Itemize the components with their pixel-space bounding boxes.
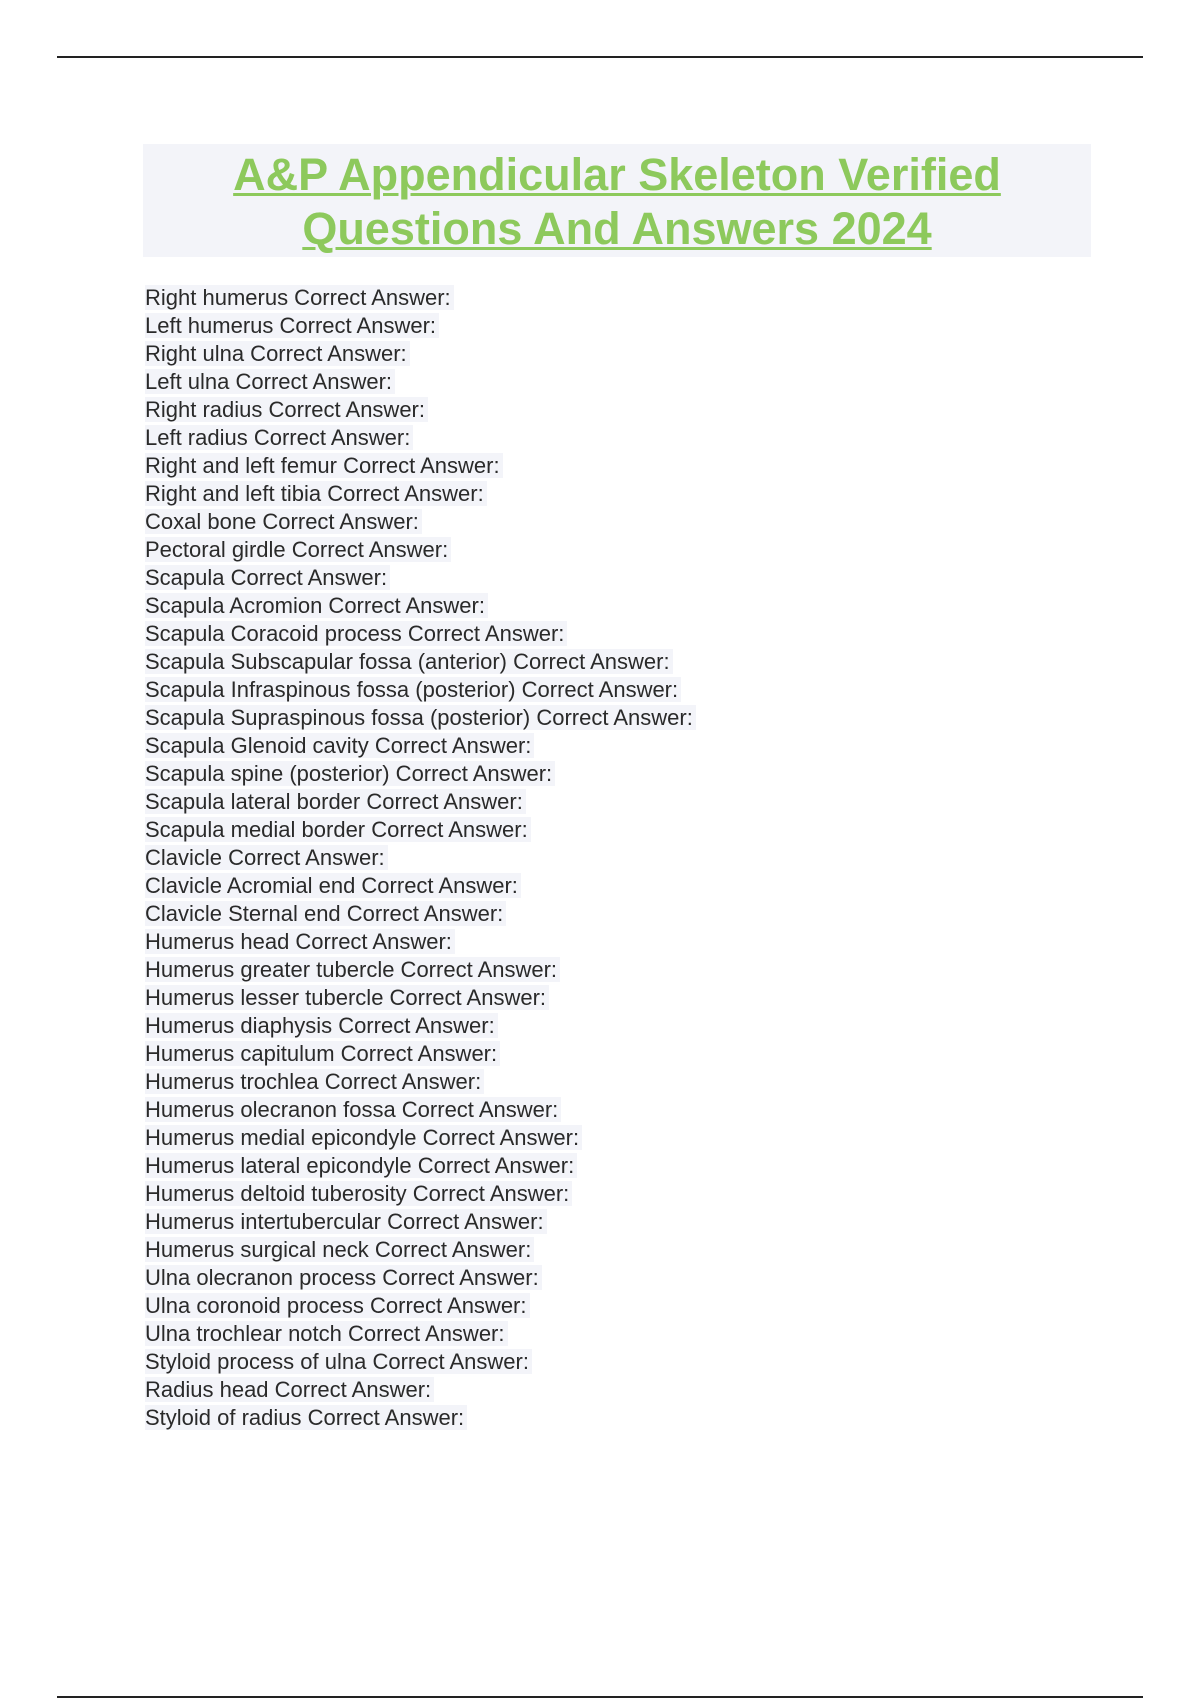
question-item bbox=[145, 1236, 696, 1264]
question-text: Left radius Correct Answer: bbox=[145, 425, 413, 450]
question-text: Right radius Correct Answer: bbox=[145, 397, 428, 422]
question-item bbox=[145, 1292, 696, 1320]
question-text: Humerus diaphysis Correct Answer: bbox=[145, 1013, 498, 1038]
question-text: Scapula spine (posterior) Correct Answer: bbox=[145, 761, 555, 786]
question-text: Right humerus Correct Answer: bbox=[145, 285, 454, 310]
question-text: Scapula Correct Answer: bbox=[145, 565, 390, 590]
question-item bbox=[145, 312, 696, 340]
question-text: Styloid process of ulna Correct Answer: bbox=[145, 1349, 532, 1374]
question-text: Ulna olecranon process Correct Answer: bbox=[145, 1265, 542, 1290]
question-text: Humerus trochlea Correct Answer: bbox=[145, 1069, 484, 1094]
question-item bbox=[145, 1348, 696, 1376]
question-text: Ulna coronoid process Correct Answer: bbox=[145, 1293, 530, 1318]
question-item bbox=[145, 704, 696, 732]
question-item bbox=[145, 536, 696, 564]
question-list bbox=[145, 284, 696, 1432]
question-item bbox=[145, 760, 696, 788]
question-text: Radius head Correct Answer: bbox=[145, 1377, 434, 1402]
question-item bbox=[145, 648, 696, 676]
question-text: Pectoral girdle Correct Answer: bbox=[145, 537, 451, 562]
question-item bbox=[145, 620, 696, 648]
question-item bbox=[145, 284, 696, 312]
question-text: Humerus olecranon fossa Correct Answer: bbox=[145, 1097, 561, 1122]
question-item bbox=[145, 452, 696, 480]
question-text: Clavicle Acromial end Correct Answer: bbox=[145, 873, 521, 898]
question-text: Styloid of radius Correct Answer: bbox=[145, 1405, 467, 1430]
question-item bbox=[145, 1152, 696, 1180]
question-text: Humerus capitulum Correct Answer: bbox=[145, 1041, 500, 1066]
question-item bbox=[145, 732, 696, 760]
question-text: Scapula lateral border Correct Answer: bbox=[145, 789, 526, 814]
question-text: Scapula medial border Correct Answer: bbox=[145, 817, 531, 842]
question-item bbox=[145, 788, 696, 816]
question-item bbox=[145, 816, 696, 844]
question-item bbox=[145, 564, 696, 592]
question-item bbox=[145, 984, 696, 1012]
question-item bbox=[145, 1208, 696, 1236]
question-item bbox=[145, 928, 696, 956]
question-text: Clavicle Correct Answer: bbox=[145, 845, 388, 870]
question-text: Humerus greater tubercle Correct Answer: bbox=[145, 957, 560, 982]
question-item bbox=[145, 480, 696, 508]
top-rule bbox=[57, 56, 1143, 58]
question-text: Left ulna Correct Answer: bbox=[145, 369, 395, 394]
question-text: Humerus lateral epicondyle Correct Answer: bbox=[145, 1153, 577, 1178]
question-item bbox=[145, 844, 696, 872]
question-text: Right ulna Correct Answer: bbox=[145, 341, 410, 366]
question-text: Humerus intertubercular Correct Answer: bbox=[145, 1209, 547, 1234]
question-item bbox=[145, 396, 696, 424]
title-line-1: A&P Appendicular Skeleton Verified bbox=[233, 149, 1001, 200]
question-text: Scapula Coracoid process Correct Answer: bbox=[145, 621, 567, 646]
question-item bbox=[145, 1096, 696, 1124]
question-text: Scapula Subscapular fossa (anterior) Correct Answer: bbox=[145, 649, 673, 674]
question-item bbox=[145, 340, 696, 368]
question-item bbox=[145, 1376, 696, 1404]
question-text: Right and left femur Correct Answer: bbox=[145, 453, 503, 478]
question-text: Ulna trochlear notch Correct Answer: bbox=[145, 1321, 508, 1346]
question-text: Scapula Acromion Correct Answer: bbox=[145, 593, 488, 618]
title-line-2: Questions And Answers 2024 bbox=[302, 203, 932, 254]
question-item bbox=[145, 1068, 696, 1096]
question-text: Humerus surgical neck Correct Answer: bbox=[145, 1237, 534, 1262]
question-item bbox=[145, 956, 696, 984]
question-item bbox=[145, 1124, 696, 1152]
question-item bbox=[145, 1012, 696, 1040]
question-text: Scapula Glenoid cavity Correct Answer: bbox=[145, 733, 534, 758]
question-text: Humerus lesser tubercle Correct Answer: bbox=[145, 985, 549, 1010]
question-item bbox=[145, 424, 696, 452]
question-item bbox=[145, 368, 696, 396]
question-text: Clavicle Sternal end Correct Answer: bbox=[145, 901, 506, 926]
question-item bbox=[145, 1320, 696, 1348]
question-text: Scapula Infraspinous fossa (posterior) Correct Answer: bbox=[145, 677, 681, 702]
question-item bbox=[145, 1264, 696, 1292]
question-text: Left humerus Correct Answer: bbox=[145, 313, 439, 338]
question-item bbox=[145, 1040, 696, 1068]
question-item bbox=[145, 900, 696, 928]
document-title bbox=[143, 144, 1091, 257]
question-item bbox=[145, 676, 696, 704]
question-text: Scapula Supraspinous fossa (posterior) Correct Answer: bbox=[145, 705, 696, 730]
question-item bbox=[145, 1180, 696, 1208]
question-item bbox=[145, 872, 696, 900]
question-text: Right and left tibia Correct Answer: bbox=[145, 481, 487, 506]
question-text: Coxal bone Correct Answer: bbox=[145, 509, 422, 534]
bottom-rule bbox=[57, 1696, 1143, 1698]
question-item bbox=[145, 592, 696, 620]
question-text: Humerus head Correct Answer: bbox=[145, 929, 455, 954]
question-text: Humerus deltoid tuberosity Correct Answer: bbox=[145, 1181, 572, 1206]
question-text: Humerus medial epicondyle Correct Answer: bbox=[145, 1125, 582, 1150]
question-item bbox=[145, 508, 696, 536]
question-item bbox=[145, 1404, 696, 1432]
